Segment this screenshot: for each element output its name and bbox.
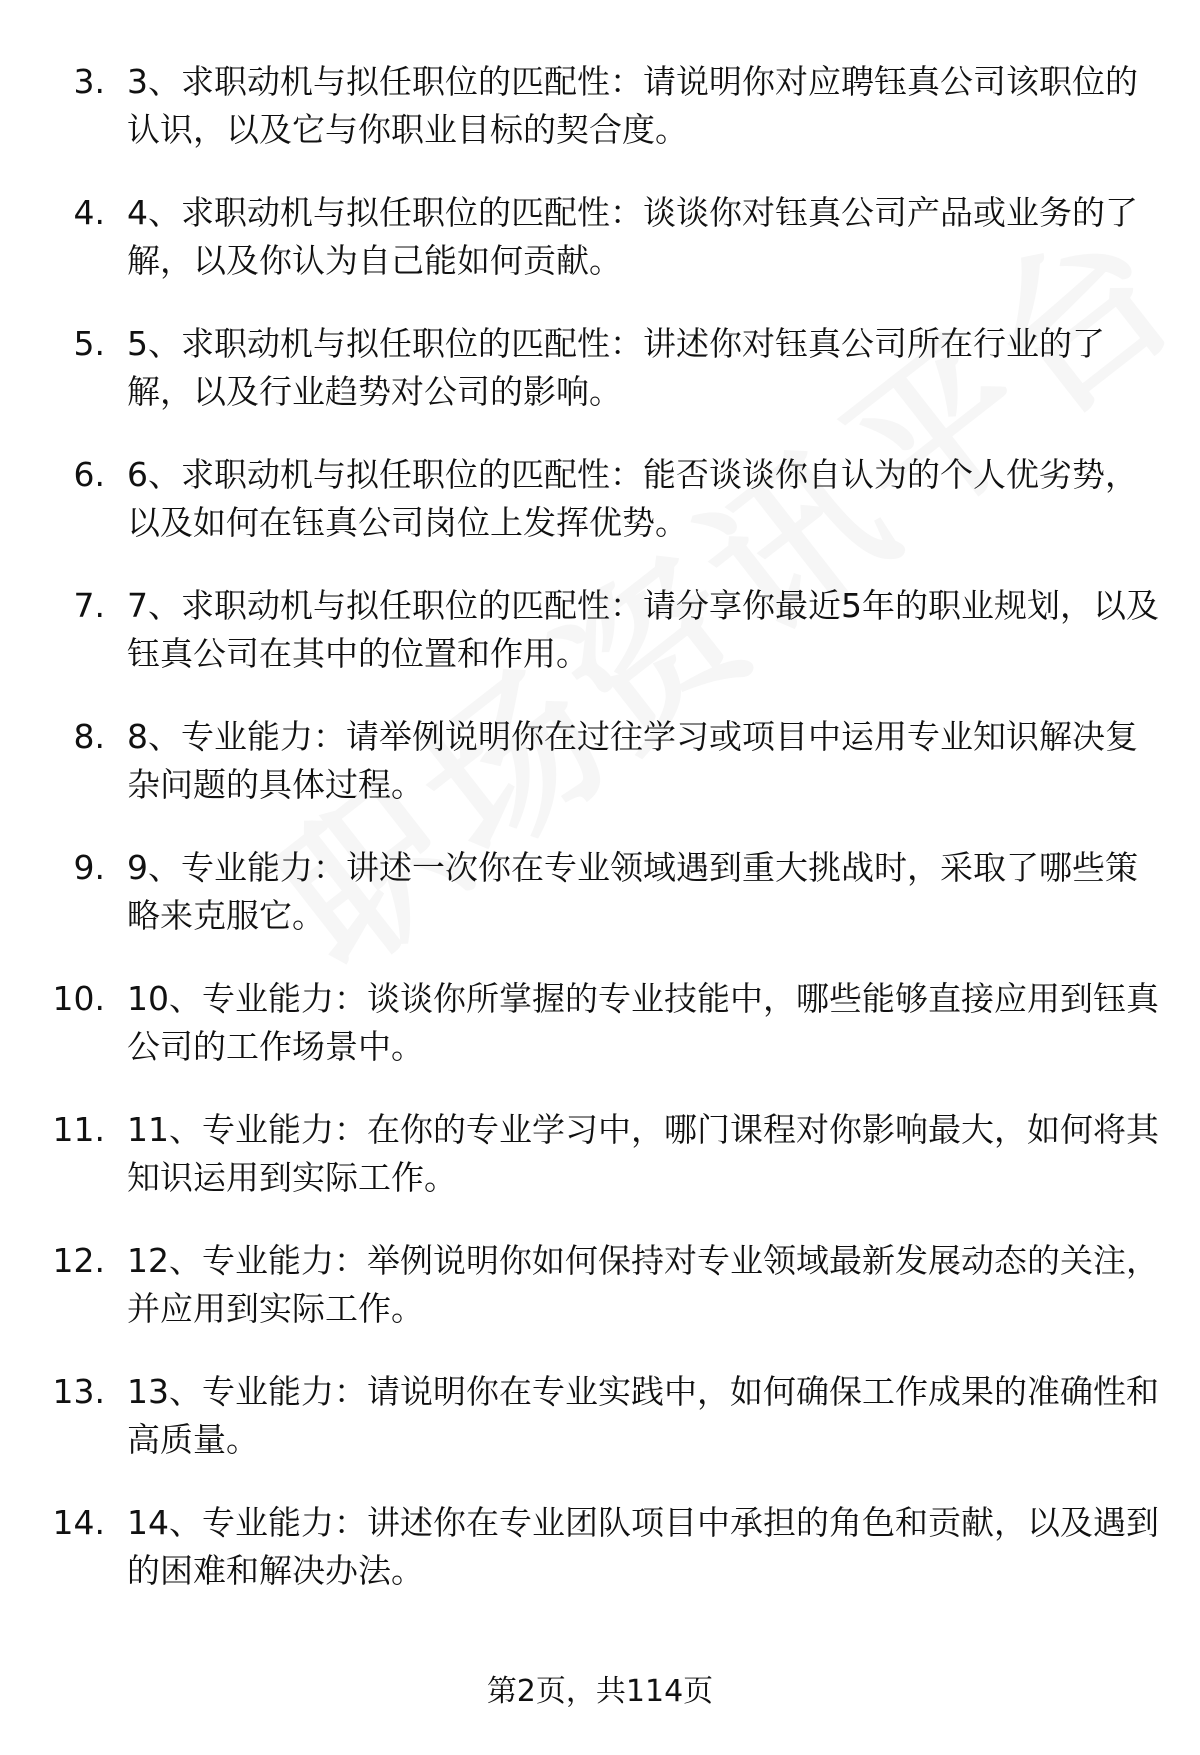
list-item — [0, 58, 1200, 189]
item-number: 10. — [52, 979, 105, 1018]
list-item — [0, 713, 1200, 844]
list-item — [0, 1368, 1200, 1499]
item-number: 13. — [52, 1372, 105, 1411]
item-text: 4、求职动机与拟任职位的匹配性：谈谈你对钰真公司产品或业务的了解，以及你认为自己能如何贡献。 — [127, 193, 1138, 280]
item-text: 10、专业能力：谈谈你所掌握的专业技能中，哪些能够直接应用到钰真公司的工作场景中。 — [127, 979, 1159, 1066]
list-item — [0, 1237, 1200, 1368]
list-item — [0, 451, 1200, 582]
item-number: 9. — [73, 848, 105, 887]
item-number: 14. — [52, 1503, 105, 1542]
list-item — [0, 975, 1200, 1106]
question-list — [0, 58, 1200, 1630]
list-item — [0, 320, 1200, 451]
item-number: 7. — [73, 586, 105, 625]
list-item — [0, 582, 1200, 713]
item-text: 6、求职动机与拟任职位的匹配性：能否谈谈你自认为的个人优劣势，以及如何在钰真公司岗位上发挥优势。 — [127, 455, 1138, 542]
item-text: 8、专业能力：请举例说明你在过往学习或项目中运用专业知识解决复杂问题的具体过程。 — [127, 717, 1138, 804]
item-number: 6. — [73, 455, 105, 494]
item-text: 9、专业能力：讲述一次你在专业领域遇到重大挑战时，采取了哪些策略来克服它。 — [127, 848, 1138, 935]
item-number: 11. — [52, 1110, 105, 1149]
item-text: 5、求职动机与拟任职位的匹配性：讲述你对钰真公司所在行业的了解，以及行业趋势对公司的影响。 — [127, 324, 1105, 411]
item-text: 11、专业能力：在你的专业学习中，哪门课程对你影响最大，如何将其知识运用到实际工作。 — [127, 1110, 1159, 1197]
item-number: 5. — [73, 324, 105, 363]
page-indicator: 第2页，共114页 — [486, 1674, 714, 1709]
list-item — [0, 1499, 1200, 1630]
item-number: 12. — [52, 1241, 105, 1280]
list-item — [0, 844, 1200, 975]
item-number: 3. — [73, 62, 105, 101]
item-text: 3、求职动机与拟任职位的匹配性：请说明你对应聘钰真公司该职位的认识，以及它与你职业目标的契合度。 — [127, 62, 1138, 149]
item-number: 8. — [73, 717, 105, 756]
item-number: 4. — [73, 193, 105, 232]
item-text: 14、专业能力：讲述你在专业团队项目中承担的角色和贡献，以及遇到的困难和解决办法。 — [127, 1503, 1159, 1590]
item-text: 13、专业能力：请说明你在专业实践中，如何确保工作成果的准确性和高质量。 — [127, 1372, 1159, 1459]
list-item — [0, 189, 1200, 320]
list-item — [0, 1106, 1200, 1237]
item-text: 12、专业能力：举例说明你如何保持对专业领域最新发展动态的关注，并应用到实际工作。 — [127, 1241, 1159, 1328]
item-text: 7、求职动机与拟任职位的匹配性：请分享你最近5年的职业规划，以及钰真公司在其中的位置和作用。 — [127, 586, 1159, 673]
